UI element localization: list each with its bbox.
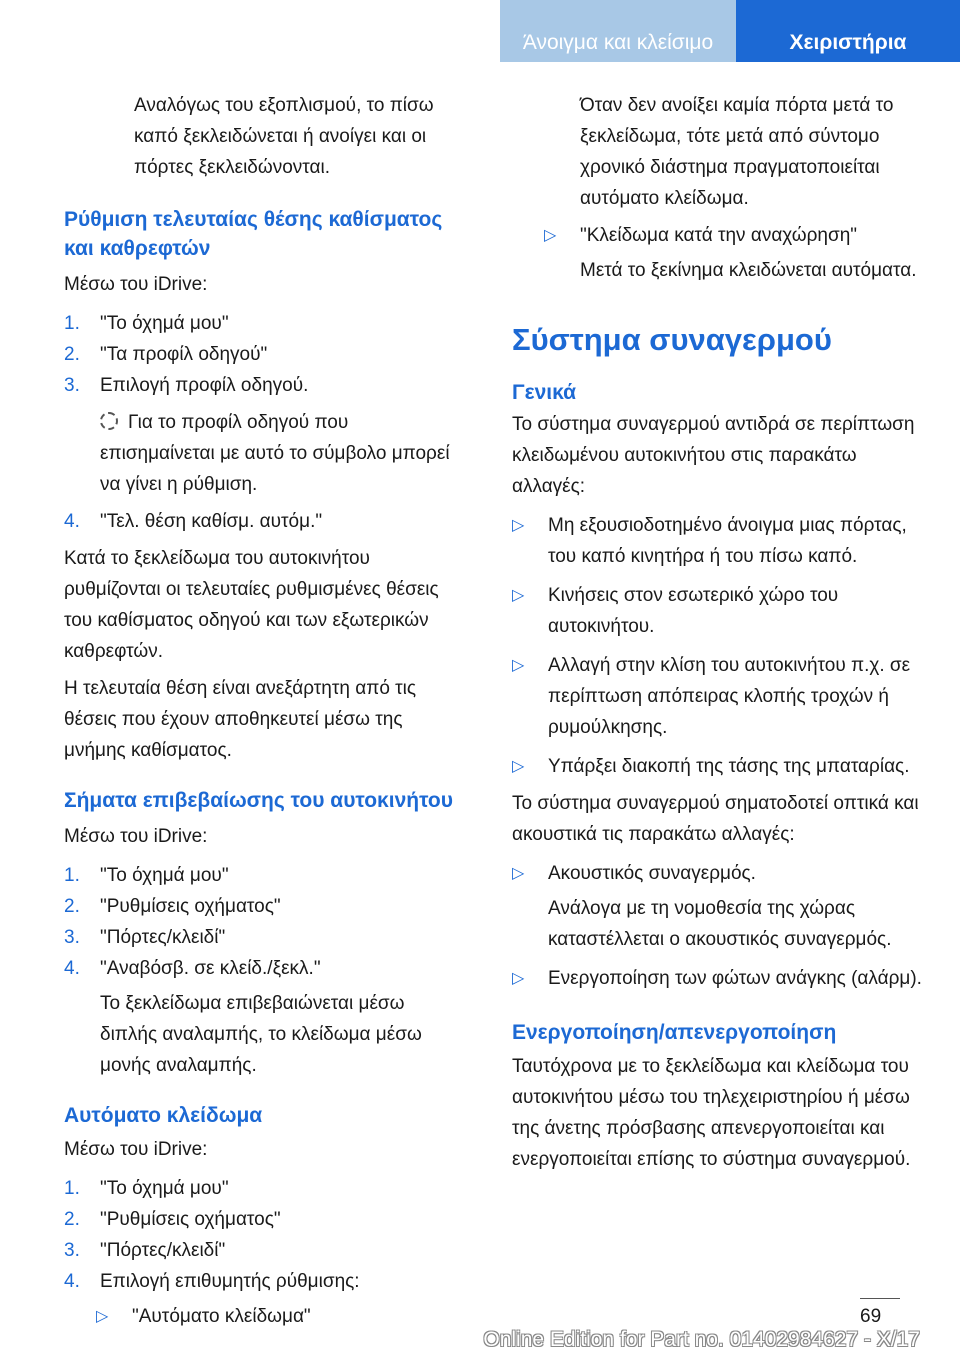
triangle-bullet-icon: ▷ [512, 970, 525, 987]
paragraph: Ταυτόχρονα με το ξεκλείδωμα και κλείδωμα του αυτοκινήτου μέσω του τηλεχειριστηρίου ή μέσω της άνετης πρόσβασης απενεργοποιείται και ενεργοποιείται επίσης το σύστημα συναγερμού. [512, 1056, 911, 1170]
list-item: 3. "Πόρτες/κλειδί" [64, 927, 226, 948]
alarm-triggers-list [512, 510, 927, 782]
list-item: 1. "Το όχημά μου" [64, 865, 229, 886]
edition-watermark: Online Edition for Part no. 01402984627 - X/17 [483, 1328, 920, 1351]
intro-paragraph: Αναλόγως του εξοπλισμού, το πίσω καπό ξεκλειδώνεται ή ανοίγει και οι πόρτες ξεκλειδώνονται. [134, 95, 434, 178]
via-idrive-text: Μέσω του iDrive: [64, 1139, 208, 1160]
drive-note: Μετά το ξεκίνημα κλειδώνεται αυτόματα. [580, 260, 917, 281]
list-item: 3. Επιλογή προφίλ οδηγού. [64, 375, 309, 396]
list-item: 2. "Ρυθμίσεις οχήματος" [64, 896, 281, 917]
steps-list-autolock [64, 1173, 464, 1332]
list-item: ▷ Ενεργοποίηση των φώτων ανάγκης (αλάρμ). [512, 963, 927, 994]
acoustic-note: Ανάλογα με τη νομοθεσία της χώρας καταστέλλεται ο ακουστικός συναγερμός. [548, 898, 892, 950]
left-column [64, 90, 464, 1332]
steps-list-signals [64, 860, 464, 1081]
list-item: ▷ Κινήσεις στον εσωτερικό χώρο του αυτοκινήτου. [512, 580, 927, 642]
triangle-bullet-icon: ▷ [512, 587, 525, 604]
paragraph: Όταν δεν ανοίξει καμία πόρτα μετά το ξεκλείδωμα, τότε μετά από σύντομο χρονικό διάστημα πραγματοποιείται αυτόματο κλείδωμα. [580, 95, 894, 209]
triangle-bullet-icon: ▷ [512, 865, 525, 882]
triangle-bullet-icon: ▷ [512, 758, 525, 775]
steps-list-seat [64, 308, 464, 537]
via-idrive-text: Μέσω του iDrive: [64, 826, 208, 847]
list-item: 3. "Πόρτες/κλειδί" [64, 1240, 226, 1261]
paragraph: Κατά το ξεκλείδωμα του αυτοκινήτου ρυθμίζονται οι τελευταίες ρυθμισμένες θέσεις του καθίσματος οδηγού και των εξωτερικών καθρεφτών. [64, 548, 439, 662]
list-item: 2. "Ρυθμίσεις οχήματος" [64, 1209, 281, 1230]
list-item: 1. "Το όχημά μου" [64, 1178, 229, 1199]
list-item: ▷ "Κλείδωμα κατά την αναχώρηση" [512, 220, 927, 251]
paragraph: Η τελευταία θέση είναι ανεξάρτητη από τις θέσεις που έχουν αποθηκευτεί μέσω της μνήμης καθίσματος. [64, 678, 417, 761]
heading-auto-lock: Αυτόματο κλείδωμα [64, 1104, 263, 1127]
list-item: 1. "Το όχημά μου" [64, 313, 229, 334]
via-idrive-text: Μέσω του iDrive: [64, 274, 208, 295]
paragraph: Το σύστημα συναγερμού αντιδρά σε περίπτωση κλειδωμένου αυτοκινήτου στις παρακάτω αλλαγές: [512, 414, 915, 497]
chapter-tab: Χειριστήρια [736, 0, 960, 62]
footer-rule [860, 1298, 900, 1299]
page-number: 69 [860, 1306, 882, 1327]
right-column [512, 90, 927, 1175]
list-item: ▷ Αλλαγή στην κλίση του αυτοκινήτου π.χ. σε περίπτωση απόπειρας κλοπής τροχών ή ρυμούλκησης. [512, 650, 927, 743]
list-item: 4. "Αναβόσβ. σε κλείδ./ξεκλ." [64, 958, 321, 979]
list-item: 4. "Τελ. θέση καθίσμ. αυτόμ." [64, 511, 323, 532]
list-item: 4. Επιλογή επιθυμητής ρύθμισης: [64, 1271, 360, 1292]
triangle-bullet-icon: ▷ [512, 657, 525, 674]
heading-last-seat-position: Ρύθμιση τελευταίας θέσης καθίσματος και καθρεφτών [64, 208, 443, 260]
alarm-signals-list [512, 858, 927, 994]
triangle-bullet-icon: ▷ [544, 227, 557, 244]
list-item: ▷ Μη εξουσιοδοτημένο άνοιγμα μιας πόρτας, του καπό κινητήρα ή του πίσω καπό. [512, 510, 927, 572]
gear-note: Για το προφίλ οδηγού που επισημαίνεται με αυτό το σύμβολο μπορεί να γίνει η ρύθμιση. [100, 412, 450, 495]
paragraph: Το σύστημα συναγερμού σηματοδοτεί οπτικά και ακουστικά τις παρακάτω αλλαγές: [512, 793, 919, 845]
heading-alarm-system: Σύστημα συναγερμού [512, 322, 832, 357]
list-item: ▷ Υπάρξει διακοπή της τάσης της μπαταρίας. [512, 751, 927, 782]
page-header [0, 0, 960, 62]
signals-note: Το ξεκλείδωμα επιβεβαιώνεται μέσω διπλής αναλαμπής, το κλείδωμα μέσω μονής αναλαμπής. [100, 993, 422, 1076]
list-item: ▷ "Αυτόματο κλείδωμα" [64, 1301, 464, 1332]
list-item: ▷ Ακουστικός συναγερμός. [512, 858, 927, 889]
triangle-bullet-icon: ▷ [96, 1308, 109, 1325]
heading-activation: Ενεργοποίηση/απενεργοποίηση [512, 1021, 837, 1044]
list-item: 2. "Τα προφίλ οδηγού" [64, 344, 268, 365]
gear-icon [100, 412, 118, 430]
heading-general: Γενικά [512, 381, 577, 404]
heading-confirmation-signals: Σήματα επιβεβαίωσης του αυτοκινήτου [64, 789, 453, 812]
section-tab: Άνοιγμα και κλείσιμο [500, 0, 736, 62]
triangle-bullet-icon: ▷ [512, 517, 525, 534]
